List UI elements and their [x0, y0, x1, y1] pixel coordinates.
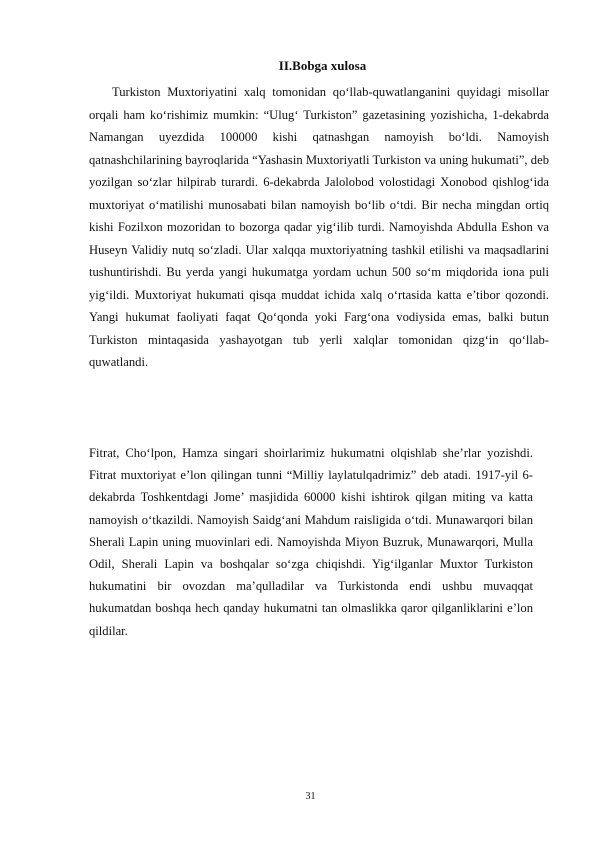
section-heading: II.Bobga xulosa: [278, 58, 367, 73]
page-number: 31: [305, 791, 316, 802]
body-paragraph: Fitrat, Cho‘lpon, Hamza singari shoirlarimiz hukumatni olqishlab she’rlar yozishdi. Fitrat muxtoriyat e’lon qilingan tunni “Milliy laylatulqadrimiz” deb atadi. 1917-yil 6- dekabrda Toshkentdagi Jome’ masjidida 60000 kishi ishtirok qilgan miting va katta namoyish o‘tkazildi. Namoyish Saidg‘ani Mahdum raisligida o‘tdi. Munawarqori bilan Sherali Lapin uning muovinlari edi. Namoyishda Miyon Buzruk, Munawarqori, Mulla Odil, Sherali Lapin va boshqalar so‘zga chiqishdi. Yig‘ilganlar Muxtor Turkiston hukumatini bir ovozdan ma’qulladilar va Turkistonda endi ushbu muvaqqat hukumatdan boshqa hech qanday hukumatni tan olmaslikka qaror qilganliklarini e’lon qildilar.: [89, 446, 533, 638]
body-paragraph: Turkiston Muxtoriyatini xalq tomonidan qo‘llab-quwatlanganini quyidagi misollar orqali ham ko‘rishimiz mumkin: “Ulug‘ Turkiston” gazetasining yozishicha, 1-dekabrda Namangan uyezdida 100000 kishi qatnashgan namoyish bo‘ldi. Namoyish qatnashchilarining bayroqlarida “Yashasin Muxtoriyatli Turkiston va uning hukumati”, deb yozilgan so‘zlar hilpirab turardi. 6-dekabrda Jalolobod volostidagi Xonobod qishlog‘ida muxtoriyat o‘matilishi munosabati bilan namoyish bo‘lib o‘tdi. Bir necha mingdan ortiq kishi Fozilxon mozoridan to bozorga qadar yig‘ilib turdi. Namoyishda Abdulla Eshon va Huseyn Validiy nutq so‘zladi. Ular xalqqa muxtoriyatning tashkil etilishi va maqsadlarini tushuntirishdi. Bu yerda yangi hukumatga yordam uchun 500 so‘m miqdorida iona puli yig‘ildi. Muxtoriyat hukumati qisqa muddat ichida xalq o‘rtasida katta e’tibor qozondi. Yangi hukumat faoliyati faqat Qo‘qonda yoki Farg‘ona vodiysida emas, balki butun Turkiston mintaqasida yashayotgan tub yerli xalqlar tomonidan qizg‘in qo‘llab-quwatlandi.: [89, 85, 549, 369]
